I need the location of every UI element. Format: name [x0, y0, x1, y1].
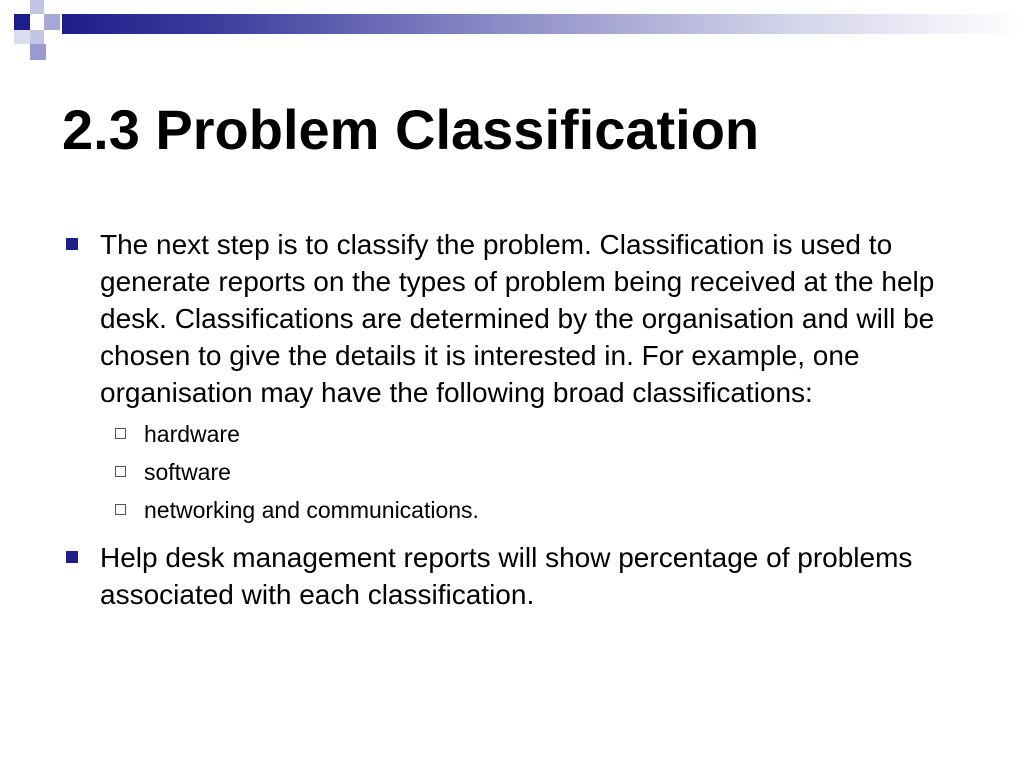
- corner-decoration-square: [30, 0, 44, 14]
- bullet-text: The next step is to classify the problem. Classification is used to generate reports on the types of problem being received at the help desk. Classifications are determined by the organisation and will be chosen to give the details it is interested in. For example, one organisation may have the following broad classifications:: [100, 229, 935, 408]
- sub-bullet-item: [100, 415, 972, 453]
- corner-decoration-square: [30, 30, 44, 44]
- bullet-item: [62, 226, 972, 529]
- sub-bullet-item: [100, 491, 972, 529]
- slide-title: 2.3 Problem Classification: [62, 98, 760, 161]
- sub-bullet-list: [100, 415, 972, 529]
- bullet-text: Help desk management reports will show percentage of problems associated with each classification.: [100, 542, 913, 610]
- sub-bullet-text: hardware: [144, 421, 240, 447]
- corner-decoration-square: [14, 30, 30, 44]
- slide-body: [62, 226, 972, 613]
- bullet-item: [62, 539, 972, 613]
- hollow-square-bullet-icon: [115, 428, 126, 439]
- square-bullet-icon: [66, 551, 78, 563]
- hollow-square-bullet-icon: [115, 504, 126, 515]
- sub-bullet-text: networking and communications.: [144, 497, 479, 523]
- sub-bullet-item: [100, 453, 972, 491]
- corner-decoration-square: [44, 14, 60, 30]
- corner-decoration-square: [14, 14, 30, 30]
- sub-bullet-text: software: [144, 459, 231, 485]
- hollow-square-bullet-icon: [115, 466, 126, 477]
- corner-decoration-square: [30, 44, 46, 60]
- header-decoration-band: [62, 14, 1024, 34]
- square-bullet-icon: [66, 238, 78, 250]
